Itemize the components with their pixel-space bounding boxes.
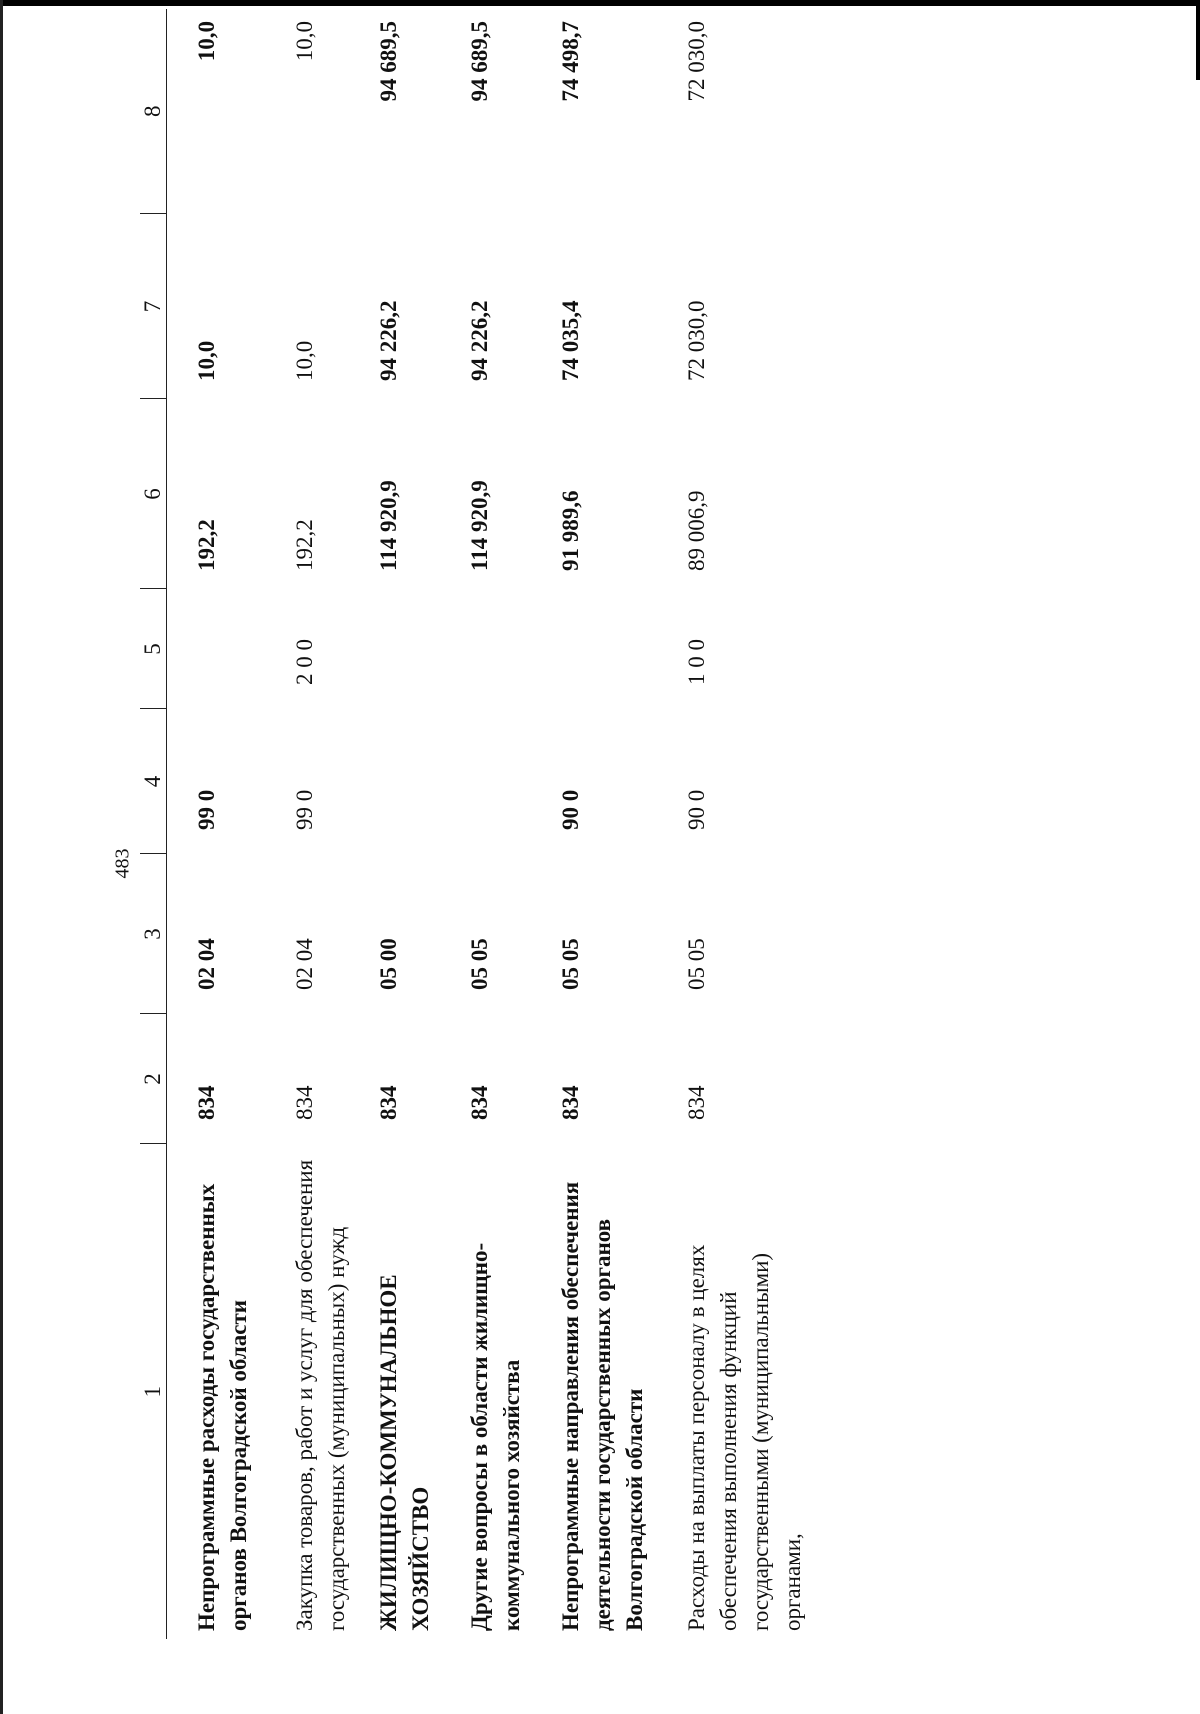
header-cell: 3 [140,854,167,1014]
row-value-6: 114 920,9 [467,480,492,571]
row-code-admin: 834 [194,1085,219,1120]
row-code-section: 05 05 [684,938,709,990]
row-code-type [353,589,437,709]
row-value-6: 91 989,6 [558,490,583,571]
table-row [167,9,256,1639]
row-name: Другие вопросы в области жилищно-коммунального хозяйства [467,1242,524,1631]
row-value-8: 94 689,5 [467,21,492,102]
row-code-section: 02 04 [194,938,219,990]
header-cell: 1 [140,1144,167,1639]
table-row [353,9,437,1639]
row-code-admin: 834 [684,1085,709,1120]
table-row [528,9,651,1639]
row-code-target [437,709,528,854]
row-code-type: 1 0 0 [684,639,709,685]
row-value-6: 192,2 [194,519,219,571]
row-value-8: 10,0 [194,21,219,62]
table-row [255,9,353,1639]
header-cell: 4 [140,709,167,854]
row-value-8: 94 689,5 [376,21,401,102]
row-code-target: 99 0 [292,789,317,830]
row-code-target: 90 0 [558,789,583,830]
header-cell: 5 [140,589,167,709]
row-value-7: 94 226,2 [376,300,401,381]
row-code-type [437,589,528,709]
row-code-admin: 834 [467,1085,492,1120]
table-row [651,9,809,1639]
row-value-6: 114 920,9 [376,480,401,571]
row-value-6: 192,2 [292,519,317,571]
row-value-7: 10,0 [194,340,219,381]
row-value-7: 72 030,0 [684,300,709,381]
row-value-7: 94 226,2 [467,300,492,381]
page-number: 483 [111,848,134,879]
row-name: Закупка товаров, работ и услуг для обеспечения государственных (муниципальных) нужд [292,1159,349,1631]
row-code-type [528,589,651,709]
row-value-7: 10,0 [292,340,317,381]
row-code-section: 05 05 [467,938,492,990]
row-code-section: 05 05 [558,938,583,990]
row-value-8: 74 498,7 [558,21,583,102]
budget-table [140,9,809,1639]
header-row [140,9,167,1639]
row-value-6: 89 006,9 [684,490,709,571]
table-row [437,9,528,1639]
row-code-admin: 834 [558,1085,583,1120]
row-code-type: 2 0 0 [292,639,317,685]
header-cell: 2 [140,1014,167,1144]
row-code-section: 02 04 [292,938,317,990]
header-cell: 8 [140,9,167,214]
row-code-section: 05 00 [376,938,401,990]
row-value-7: 74 035,4 [558,300,583,381]
row-code-admin: 834 [292,1085,317,1120]
row-code-target: 99 0 [194,789,219,830]
row-code-target [353,709,437,854]
row-value-8: 10,0 [292,21,317,62]
row-name: Непрограммные расходы государственных органов Волгоградской области [194,1183,251,1631]
row-name: Расходы на выплаты персоналу в целях обеспечения выполнения функций государственными (муниципальными) органами, [684,1244,805,1631]
row-value-8: 72 030,0 [684,21,709,102]
row-code-type [167,589,256,709]
header-cell: 6 [140,399,167,589]
row-code-admin: 834 [376,1085,401,1120]
row-name: Непрограммные направления обеспечения деятельности государственных органов Волгоградской области [558,1181,647,1631]
row-name: ЖИЛИЩНО-КОММУНАЛЬНОЕ ХОЗЯЙСТВО [376,1274,433,1631]
header-cell: 7 [140,214,167,399]
row-code-target: 90 0 [684,789,709,830]
